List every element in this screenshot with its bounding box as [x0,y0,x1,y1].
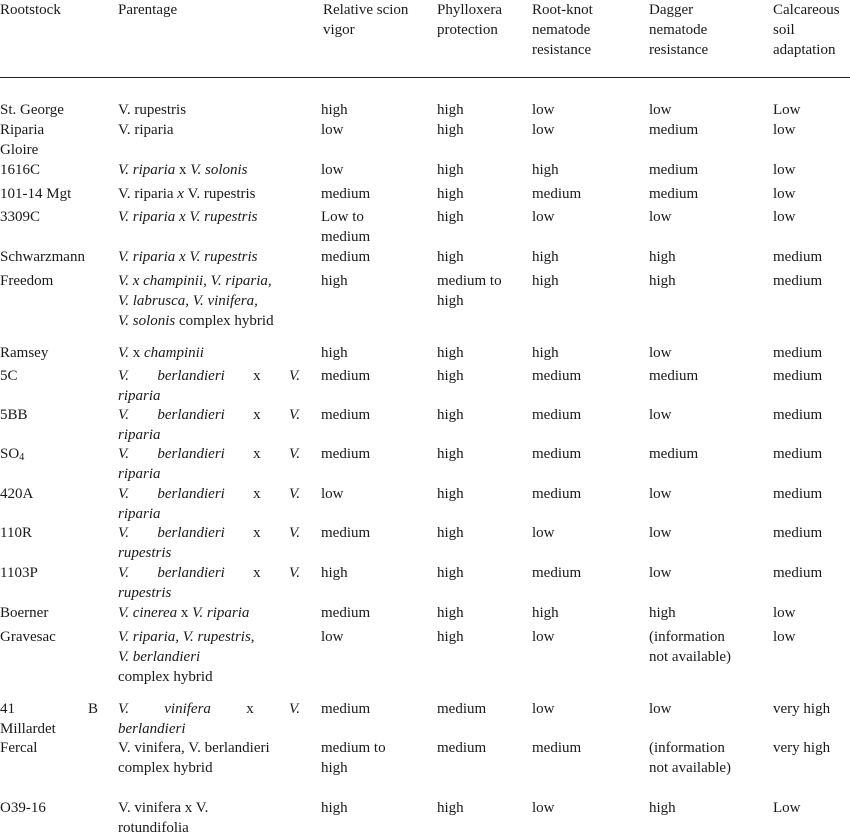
header-rootstock: Rootstock [0,2,61,18]
dagger-cell: medium [649,446,699,462]
phylloxera-cell: high [437,186,464,202]
dagger-cell: low [649,407,672,423]
dagger-cell: medium [649,122,699,138]
rootstock-cell: 5C [0,368,18,384]
rootstock-cell: Schwarzmann [0,249,85,265]
header-dagger: Dagger nematode resistance [649,2,709,58]
calcareous-cell: low [773,122,796,138]
rootstock-cell: 101-14 Mgt [0,186,72,202]
phylloxera-cell: high [437,800,464,816]
calcareous-cell: Low [773,102,801,118]
rootknot-cell: low [532,800,555,816]
dagger-cell: high [649,273,676,289]
parentage-cell: V. berlandieri x V. riparia [118,446,300,482]
phylloxera-cell: high [437,122,464,138]
calcareous-cell: low [773,186,796,202]
vigor-cell: high [321,273,348,289]
phylloxera-cell: medium [437,740,487,756]
phylloxera-cell: high [437,486,464,502]
rootknot-cell: low [532,102,555,118]
phylloxera-cell: high [437,407,464,423]
header-calcareous: Calcareous soil adaptation [773,2,840,58]
vigor-cell: low [321,629,344,645]
parentage-cell: V. berlandieri x V. riparia [118,407,300,443]
vigor-cell: low [321,122,344,138]
phylloxera-cell: high [437,162,464,178]
dagger-cell: low [649,565,672,581]
vigor-cell: high [321,345,348,361]
parentage-cell: V. riparia x V. rupestris [118,249,258,265]
rootstock-cell: Boerner [0,605,49,621]
header-phylloxera: Phylloxera protection [437,2,502,38]
parentage-cell: V. cinerea x V. riparia [118,605,250,621]
rootknot-cell: high [532,249,559,265]
rootstock-cell: Freedom [0,273,54,289]
phylloxera-cell: high [437,368,464,384]
rootstock-cell: St. George [0,102,64,118]
rootstock-cell: $SO_4$ [0,446,25,463]
rootknot-cell: low [532,701,555,717]
phylloxera-cell: high [437,605,464,621]
parentage-cell: V. x champinii, V. riparia, V. labrusca, V. vinifera, V. solonis complex hybrid [118,273,274,329]
parentage-cell: V. berlandieri x V. riparia [118,486,300,522]
vigor-cell: medium [321,525,371,541]
rootstock-cell: 1616C [0,162,41,178]
calcareous-cell: medium [773,565,823,581]
rootknot-cell: low [532,525,555,541]
phylloxera-cell: high [437,102,464,118]
phylloxera-cell: medium [437,701,487,717]
vigor-cell: medium [321,605,371,621]
calcareous-cell: very high [773,701,831,717]
vigor-cell: medium [321,701,371,717]
rootstock-cell: 110R [0,525,32,541]
phylloxera-cell: high [437,629,464,645]
vigor-cell: low [321,486,344,502]
dagger-cell: low [649,486,672,502]
calcareous-cell: low [773,209,796,225]
parentage-cell: V. berlandieri x V. rupestris [118,565,300,601]
header-rule [0,77,850,78]
dagger-cell: low [649,701,672,717]
parentage-cell: V. berlandieri x V. rupestris [118,525,300,561]
calcareous-cell: medium [773,273,823,289]
header-rootknot: Root-knot nematode resistance [532,2,593,58]
phylloxera-cell: high [437,249,464,265]
dagger-cell: low [649,102,672,118]
calcareous-cell: Low [773,800,801,816]
dagger-cell: medium [649,186,699,202]
rootstock-cell: 3309C [0,209,41,225]
parentage-cell: V. vinifera x V. rotundifolia [118,800,209,836]
parentage-cell: V. riparia x V. rupestris [118,209,258,225]
rootstock-cell: 1103P [0,565,38,581]
rootknot-cell: medium [532,565,582,581]
calcareous-cell: medium [773,345,823,361]
rootknot-cell: low [532,122,555,138]
phylloxera-cell: high [437,565,464,581]
calcareous-cell: low [773,629,796,645]
dagger-cell: medium [649,162,699,178]
rootstock-cell: Ramsey [0,345,49,361]
calcareous-cell: very high [773,740,831,756]
phylloxera-cell: high [437,345,464,361]
rootstock-cell: Fercal [0,740,38,756]
phylloxera-cell: high [437,525,464,541]
rootstock-cell: O39-16 [0,800,46,816]
phylloxera-cell: high [437,209,464,225]
parentage-cell: V. riparia, V. rupestris, V. berlandieri complex hybrid [118,629,255,685]
calcareous-cell: medium [773,446,823,462]
phylloxera-cell: medium to high [437,273,502,309]
vigor-cell: high [321,800,348,816]
parentage-cell: V. vinifera x V. berlandieri [118,701,300,737]
rootknot-cell: low [532,629,555,645]
parentage-cell: V. riparia [118,122,174,138]
rootknot-cell: medium [532,446,582,462]
vigor-cell: high [321,102,348,118]
rootstock-cell: Gravesac [0,629,56,645]
vigor-cell: medium to high [321,740,386,776]
vigor-cell: low [321,162,344,178]
parentage-cell: V. x champinii [118,345,204,361]
dagger-cell: high [649,800,676,816]
rootknot-cell: low [532,209,555,225]
dagger-cell: high [649,249,676,265]
rootknot-cell: high [532,273,559,289]
rootknot-cell: high [532,345,559,361]
vigor-cell: medium [321,407,371,423]
calcareous-cell: medium [773,525,823,541]
rootknot-cell: medium [532,740,582,756]
rootknot-cell: medium [532,407,582,423]
calcareous-cell: medium [773,368,823,384]
parentage-cell: V. vinifera, V. berlandieri complex hybrid [118,740,270,776]
dagger-cell: low [649,345,672,361]
rootstock-cell: Riparia Gloire [0,122,45,158]
calcareous-cell: medium [773,407,823,423]
parentage-cell: V. riparia x V. solonis [118,162,248,178]
calcareous-cell: medium [773,486,823,502]
dagger-cell: (information not available) [649,629,732,665]
parentage-cell: V. berlandieri x V. riparia [118,368,300,404]
calcareous-cell: medium [773,249,823,265]
dagger-cell: low [649,209,672,225]
dagger-cell: medium [649,368,699,384]
rootknot-cell: medium [532,186,582,202]
rootstock-cell: 420A [0,486,34,502]
rootknot-cell: medium [532,368,582,384]
vigor-cell: medium [321,368,371,384]
dagger-cell: (information not available) [649,740,732,776]
vigor-cell: Low to medium [321,209,371,245]
vigor-cell: medium [321,446,371,462]
dagger-cell: high [649,605,676,621]
dagger-cell: low [649,525,672,541]
rootknot-cell: high [532,162,559,178]
calcareous-cell: low [773,605,796,621]
rootstock-cell: 5BB [0,407,28,423]
parentage-cell: V. riparia x V. rupestris [118,186,256,202]
vigor-cell: medium [321,186,371,202]
rootknot-cell: medium [532,486,582,502]
calcareous-cell: low [773,162,796,178]
phylloxera-cell: high [437,446,464,462]
vigor-cell: high [321,565,348,581]
header-parentage: Parentage [118,2,178,18]
vigor-cell: medium [321,249,371,265]
parentage-cell: V. rupestris [118,102,187,118]
header-vigor: Relative scion vigor [323,2,409,38]
rootknot-cell: high [532,605,559,621]
rootstock-cell: 41 B Millardet [0,701,98,737]
